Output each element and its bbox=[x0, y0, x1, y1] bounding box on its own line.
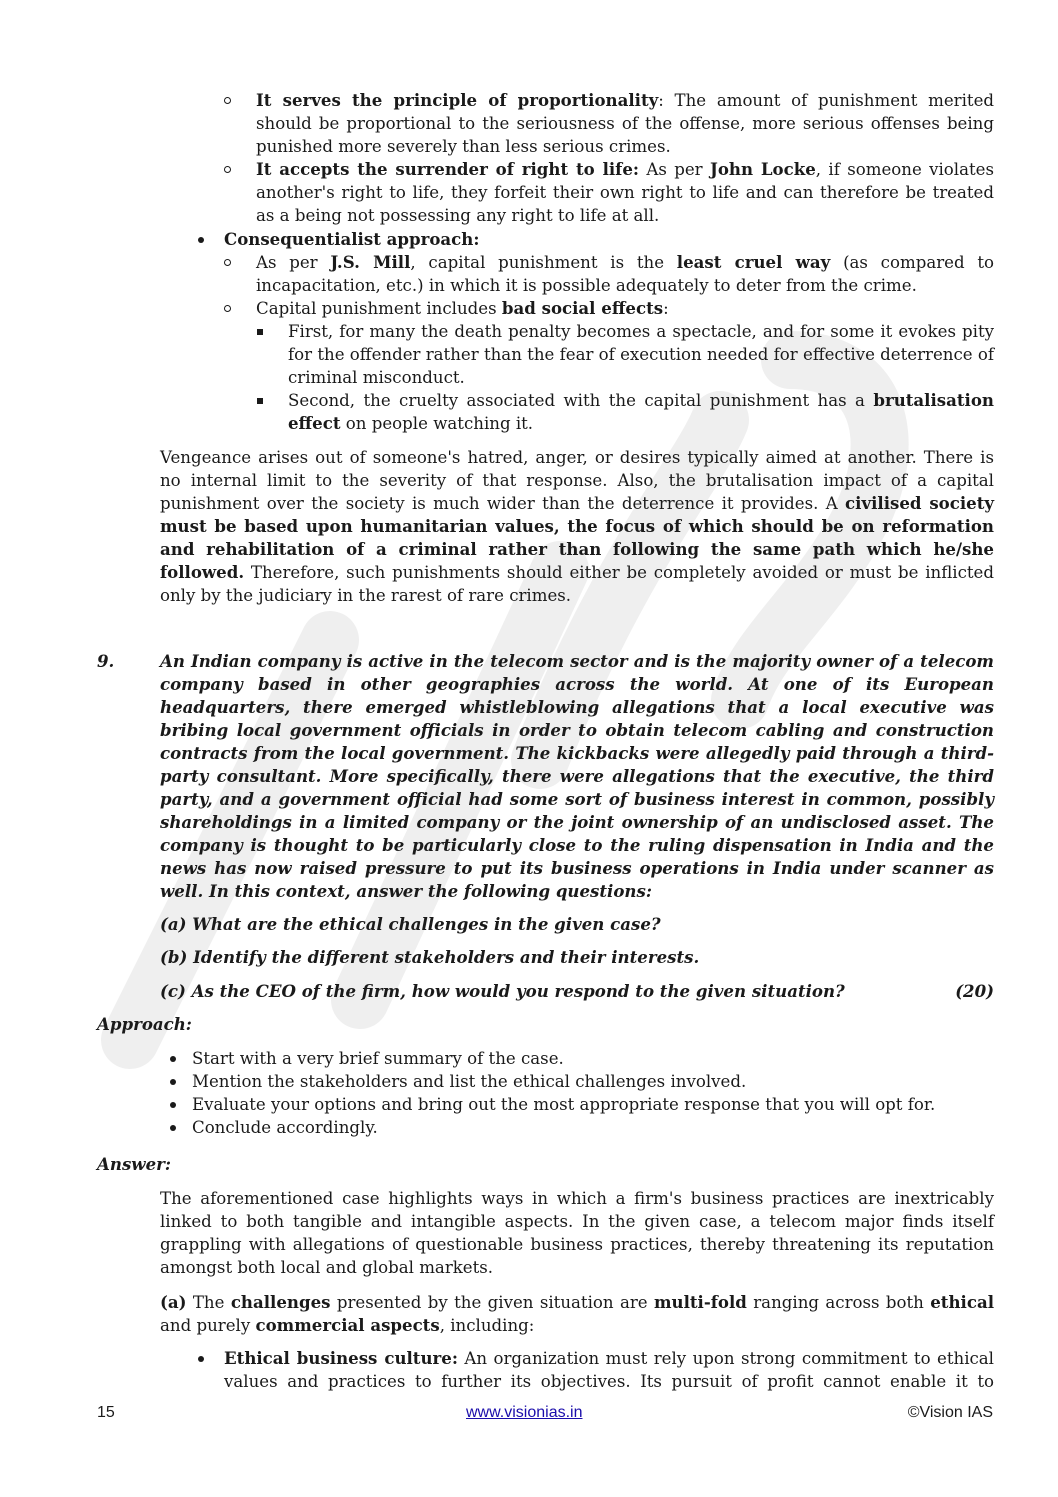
item-text: An organization must rely upon strong commitment to ethical values and practices to further its objectives. Its pursuit of profit cannot enable it to bbox=[224, 1349, 994, 1391]
question-part-b: (b) Identify the different stakeholders and their interests. bbox=[160, 947, 700, 967]
circle-bullet-icon bbox=[224, 259, 231, 266]
item-text: As per bbox=[639, 160, 710, 179]
bold-term: bad social effects bbox=[501, 298, 664, 318]
item-text: , capital punishment is the bbox=[410, 253, 677, 272]
approach-heading: Approach: bbox=[97, 1014, 192, 1034]
question-part-a: (a) What are the ethical challenges in the given case? bbox=[160, 914, 661, 934]
mill-item bbox=[256, 251, 994, 297]
circle-bullet-icon bbox=[224, 97, 231, 104]
item-text: Capital punishment includes bbox=[256, 299, 502, 318]
approach-item: Conclude accordingly. bbox=[192, 1118, 378, 1137]
paragraph-text: and purely bbox=[160, 1316, 256, 1335]
answer-intro: The aforementioned case highlights ways in which a firm's business practices are inextricably linked to both tangible and intangible aspects. In the given case, a telecom major finds itself grappling with allegations of questionable business practices, thereby threatening its reputation amongst both local and global markets. bbox=[160, 1189, 994, 1277]
spectacle-subitem: First, for many the death penalty becomes a spectacle, and for some it evokes pity for the offender rather than the fear of execution needed for effective deterrence of criminal misconduct. bbox=[288, 322, 994, 387]
item-text: : The amount of punishment merited should be proportional to the seriousness of the offense, more serious offenses being punished more severely than less serious crimes. bbox=[256, 91, 995, 156]
item-text: As per bbox=[256, 253, 331, 272]
paragraph-text: Vengeance arises out of someone's hatred, anger, or desires typically aimed at another. There is no internal limit to the severity of that response. Also, the brutalisation impact of a capital punishment over the society is much wider than the deterrence it provides. A bbox=[160, 448, 994, 513]
question-marks: (20) bbox=[955, 981, 994, 1001]
circle-bullet-icon bbox=[224, 166, 231, 173]
bold-statement: civilised society must be based upon humanitarian values, the focus of which should be on reformation and rehabilitation of a criminal rather than following the same path which he/she followed. bbox=[160, 493, 995, 582]
bullet-icon bbox=[170, 1056, 176, 1062]
page-number: 15 bbox=[97, 1404, 115, 1421]
bold-term: Ethical business culture: bbox=[224, 1348, 458, 1368]
bold-name: J.S. Mill bbox=[330, 252, 411, 272]
square-bullet-icon bbox=[257, 398, 263, 404]
bold-name: John Locke bbox=[709, 159, 816, 179]
social-effects-item bbox=[256, 297, 994, 320]
proportionality-item bbox=[256, 89, 994, 158]
paragraph-text: , including: bbox=[439, 1316, 535, 1335]
item-text: on people watching it. bbox=[340, 414, 534, 433]
bold-term: multi-fold bbox=[653, 1292, 747, 1312]
brutalisation-subitem bbox=[288, 389, 994, 435]
paragraph-text: The bbox=[186, 1293, 231, 1312]
paragraph-text: ranging across both bbox=[746, 1293, 931, 1312]
question-part-c: (c) As the CEO of the firm, how would you respond to the given situation? bbox=[160, 981, 845, 1001]
bullet-icon bbox=[170, 1102, 176, 1108]
website-link[interactable]: www.visionias.in bbox=[466, 1404, 583, 1421]
item-text: : bbox=[663, 299, 669, 318]
bold-term: challenges bbox=[230, 1292, 331, 1312]
bullet-icon bbox=[170, 1125, 176, 1131]
item-text: (as compared to incapacitation, etc.) in which it is possible adequately to deter from the crime. bbox=[256, 253, 994, 295]
consequentialist-heading: Consequentialist approach: bbox=[224, 229, 480, 249]
bold-term: It serves the principle of proportionality bbox=[256, 90, 659, 110]
question-number: 9. bbox=[97, 651, 115, 671]
part-label: (a) bbox=[160, 1292, 187, 1312]
square-bullet-icon bbox=[257, 329, 263, 335]
bullet-icon bbox=[198, 237, 204, 243]
approach-item: Mention the stakeholders and list the ethical challenges involved. bbox=[192, 1072, 747, 1091]
copyright: ©Vision IAS bbox=[907, 1404, 993, 1421]
paragraph-text: presented by the given situation are bbox=[330, 1293, 654, 1312]
answer-part-a bbox=[160, 1291, 994, 1337]
vengeance-paragraph bbox=[160, 446, 994, 607]
bold-term: ethical bbox=[930, 1292, 994, 1312]
surrender-right-item bbox=[256, 158, 994, 227]
item-text: , if someone violates another's right to life, they forfeit their own right to life and can therefore be treated as a being not possessing any right to life at all. bbox=[256, 160, 995, 225]
question-text: An Indian company is active in the telecom sector and is the majority owner of a telecom company based in other geographies across the world. At one of its European headquarters, there emerged whistleblowing allegations that a local executive was bribing local government officials in order to obtain telecom cabling and construction contracts from the local government. The kickbacks were allegedly paid through a third-party consultant. More specifically, there were allegations that the executive, the third party, and a government official had some sort of business interest in common, possibly shareholdings in a limited company or the joint ownership of an undisclosed asset. The company is thought to be particularly close to the ruling dispensation in India and the news has now raised pressure to put its business operations in India under scanner as well. In this context, answer the following questions: bbox=[160, 651, 994, 901]
paragraph-text: Therefore, such punishments should either be completely avoided or must be inflicted only by the judiciary in the rarest of rare crimes. bbox=[160, 563, 994, 605]
item-text: Second, the cruelty associated with the capital punishment has a bbox=[288, 391, 874, 410]
answer-heading: Answer: bbox=[97, 1154, 171, 1174]
bold-term: commercial aspects bbox=[255, 1315, 440, 1335]
bullet-icon bbox=[198, 1356, 204, 1362]
approach-item: Start with a very brief summary of the case. bbox=[192, 1049, 564, 1068]
bold-term: It accepts the surrender of right to life: bbox=[256, 159, 640, 179]
bold-term: least cruel way bbox=[676, 252, 831, 272]
bold-term: brutalisation effect bbox=[288, 390, 994, 433]
circle-bullet-icon bbox=[224, 305, 231, 312]
approach-item: Evaluate your options and bring out the most appropriate response that you will opt for. bbox=[192, 1095, 936, 1114]
ethical-culture-item bbox=[224, 1347, 994, 1393]
bullet-icon bbox=[170, 1079, 176, 1085]
